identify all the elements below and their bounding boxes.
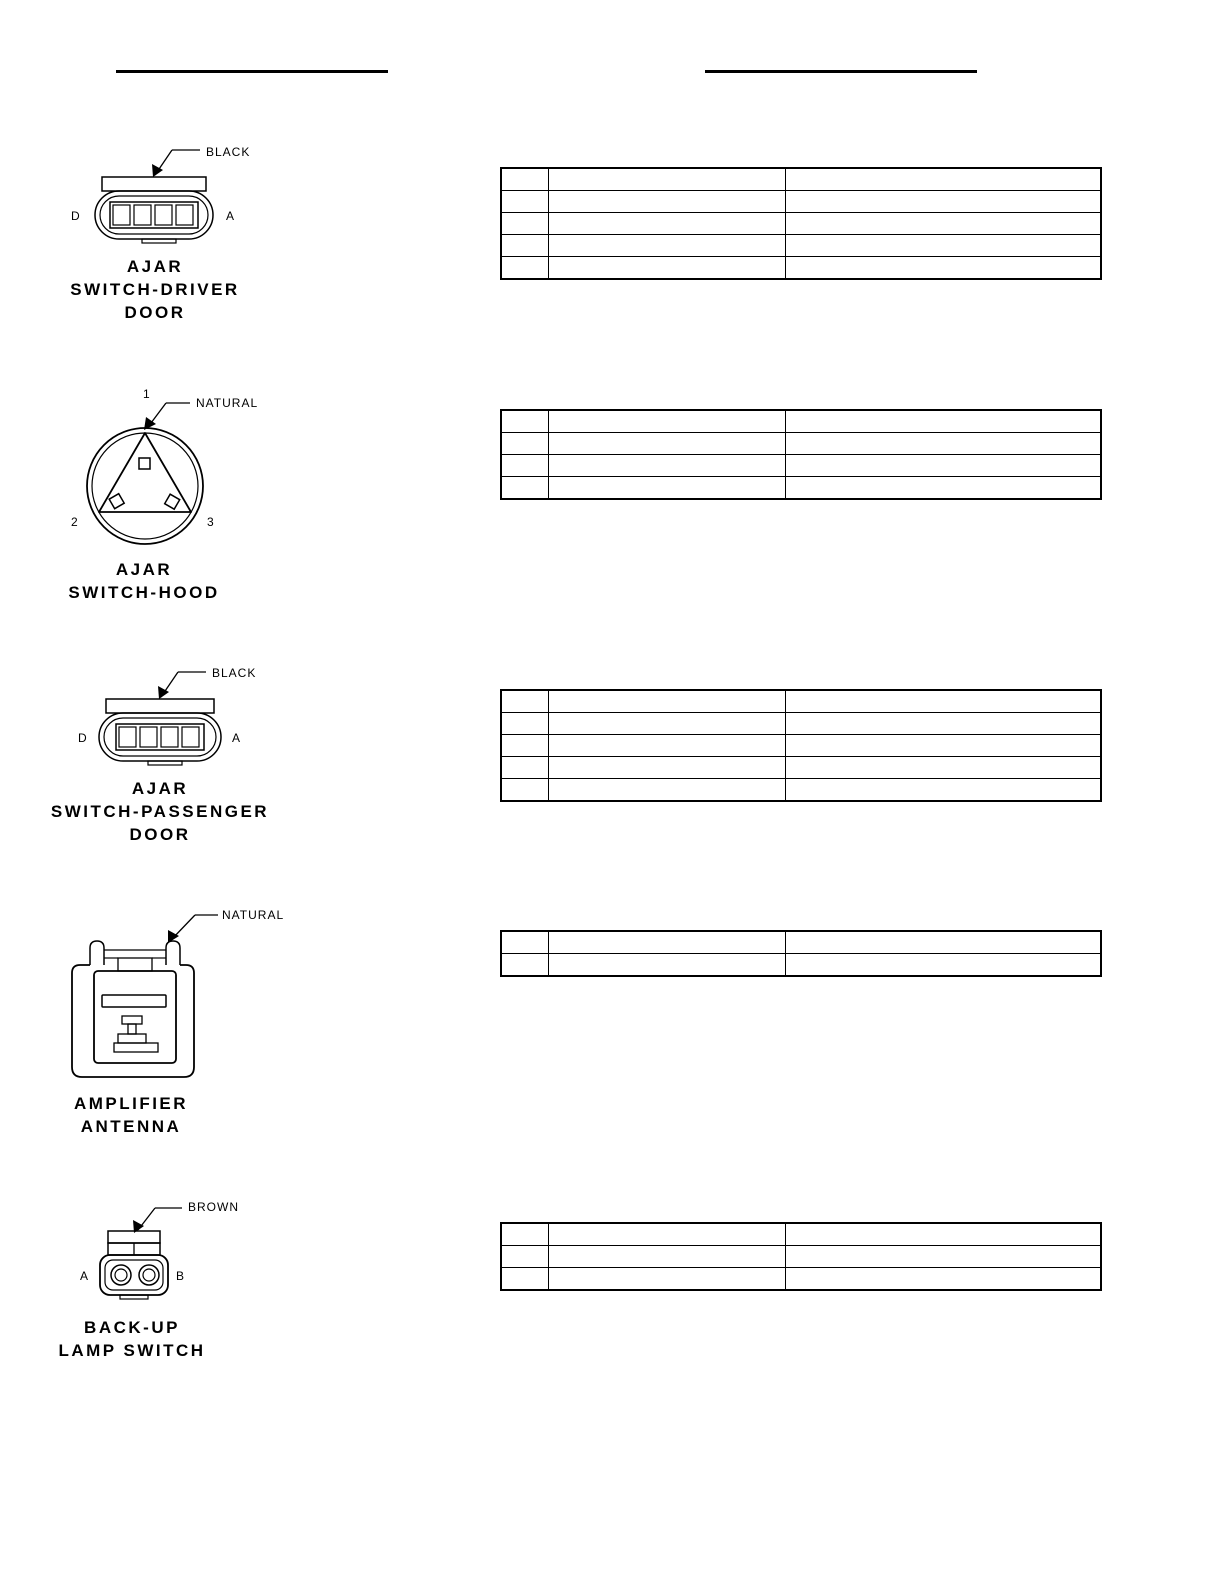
table-row [501,191,1101,213]
table-row [501,235,1101,257]
circuit-cell [549,410,786,433]
antenna-connector-icon [60,905,290,1085]
header-rule-left [116,70,388,73]
table-row [501,757,1101,779]
wire-color-label: BLACK [206,145,251,159]
circuit-cell [549,1268,786,1291]
cav-cell [501,257,549,280]
circuit-cell [549,455,786,477]
circuit-cell [549,779,786,802]
table-row [501,1246,1101,1268]
table-row [501,410,1101,433]
connector-title [50,777,270,846]
cav-cell [501,757,549,779]
function-cell [786,213,1102,235]
circuit-cell [549,735,786,757]
table-row [501,690,1101,713]
function-cell [786,1223,1102,1246]
pin-label-a: A [226,209,236,223]
circuit-cell [549,1246,786,1268]
title-line: AJAR [126,257,184,276]
pin-label-d: D [78,731,88,745]
title-line: AJAR [115,560,173,579]
function-cell [786,1246,1102,1268]
function-cell [786,433,1102,455]
table-row [501,713,1101,735]
wire-color-label: NATURAL [222,908,285,922]
connector-title [44,558,244,604]
cav-cell [501,477,549,500]
circuit-cell [549,954,786,977]
circuit-cell [549,213,786,235]
connector-title [32,1316,232,1362]
table-row [501,735,1101,757]
pin-label-1: 1 [143,387,151,401]
function-cell [786,191,1102,213]
pin-label-d: D [71,209,81,223]
function-cell [786,477,1102,500]
circuit-cell [549,713,786,735]
function-cell [786,257,1102,280]
cav-cell [501,191,549,213]
circuit-cell [549,191,786,213]
wire-color-label: BROWN [188,1200,239,1214]
function-cell [786,757,1102,779]
cav-cell [501,213,549,235]
table-row [501,257,1101,280]
table-row [501,168,1101,191]
pin-label-2: 2 [71,515,79,529]
function-cell [786,690,1102,713]
cav-cell [501,954,549,977]
circuit-cell [549,477,786,500]
table-row [501,1223,1101,1246]
pin-table [500,930,1102,977]
cav-cell [501,1246,549,1268]
connector-title [31,1092,231,1138]
function-cell [786,954,1102,977]
header-rule-right [705,70,977,73]
cav-cell [501,455,549,477]
pin-table [500,409,1102,500]
cav-cell [501,1223,549,1246]
pin-label-a: A [80,1269,90,1283]
cav-cell [501,690,549,713]
pin-label-b: B [176,1269,186,1283]
two-pin-connector-icon [60,1198,260,1308]
circuit-cell [549,1223,786,1246]
pin-table [500,689,1102,802]
pin-label-3: 3 [207,515,215,529]
table-row [501,779,1101,802]
cav-cell [501,735,549,757]
circuit-cell [549,168,786,191]
title-line: DOOR [129,825,191,844]
connector-title [55,255,255,324]
circuit-cell [549,690,786,713]
wire-color-label: NATURAL [196,396,259,410]
table-row [501,1268,1101,1291]
circuit-cell [549,931,786,954]
title-line: AMPLIFIER [73,1094,189,1113]
title-line: DOOR [124,303,186,322]
table-row [501,954,1101,977]
cav-cell [501,931,549,954]
function-cell [786,410,1102,433]
function-cell [786,779,1102,802]
title-line: SWITCH-HOOD [68,583,220,602]
title-line: BACK-UP [84,1318,180,1337]
circuit-cell [549,757,786,779]
pin-label-a: A [232,731,242,745]
cav-cell [501,779,549,802]
circuit-cell [549,235,786,257]
cav-cell [501,168,549,191]
title-line: AJAR [131,779,189,798]
title-line: SWITCH-PASSENGER [50,802,270,821]
table-row [501,455,1101,477]
cav-cell [501,713,549,735]
function-cell [786,1268,1102,1291]
function-cell [786,735,1102,757]
cav-cell [501,235,549,257]
wire-color-label: BLACK [212,666,257,680]
cav-cell [501,410,549,433]
function-cell [786,931,1102,954]
function-cell [786,455,1102,477]
title-line: SWITCH-DRIVER [70,280,240,299]
three-pin-round-connector-icon [60,390,260,550]
circuit-cell [549,257,786,280]
pin-table [500,1222,1102,1291]
title-line: ANTENNA [80,1117,182,1136]
function-cell [786,235,1102,257]
pin-table [500,167,1102,280]
table-row [501,477,1101,500]
table-row [501,433,1101,455]
table-row [501,213,1101,235]
circuit-cell [549,433,786,455]
function-cell [786,713,1102,735]
title-line: LAMP SWITCH [58,1341,206,1360]
table-row [501,931,1101,954]
cav-cell [501,433,549,455]
function-cell [786,168,1102,191]
cav-cell [501,1268,549,1291]
